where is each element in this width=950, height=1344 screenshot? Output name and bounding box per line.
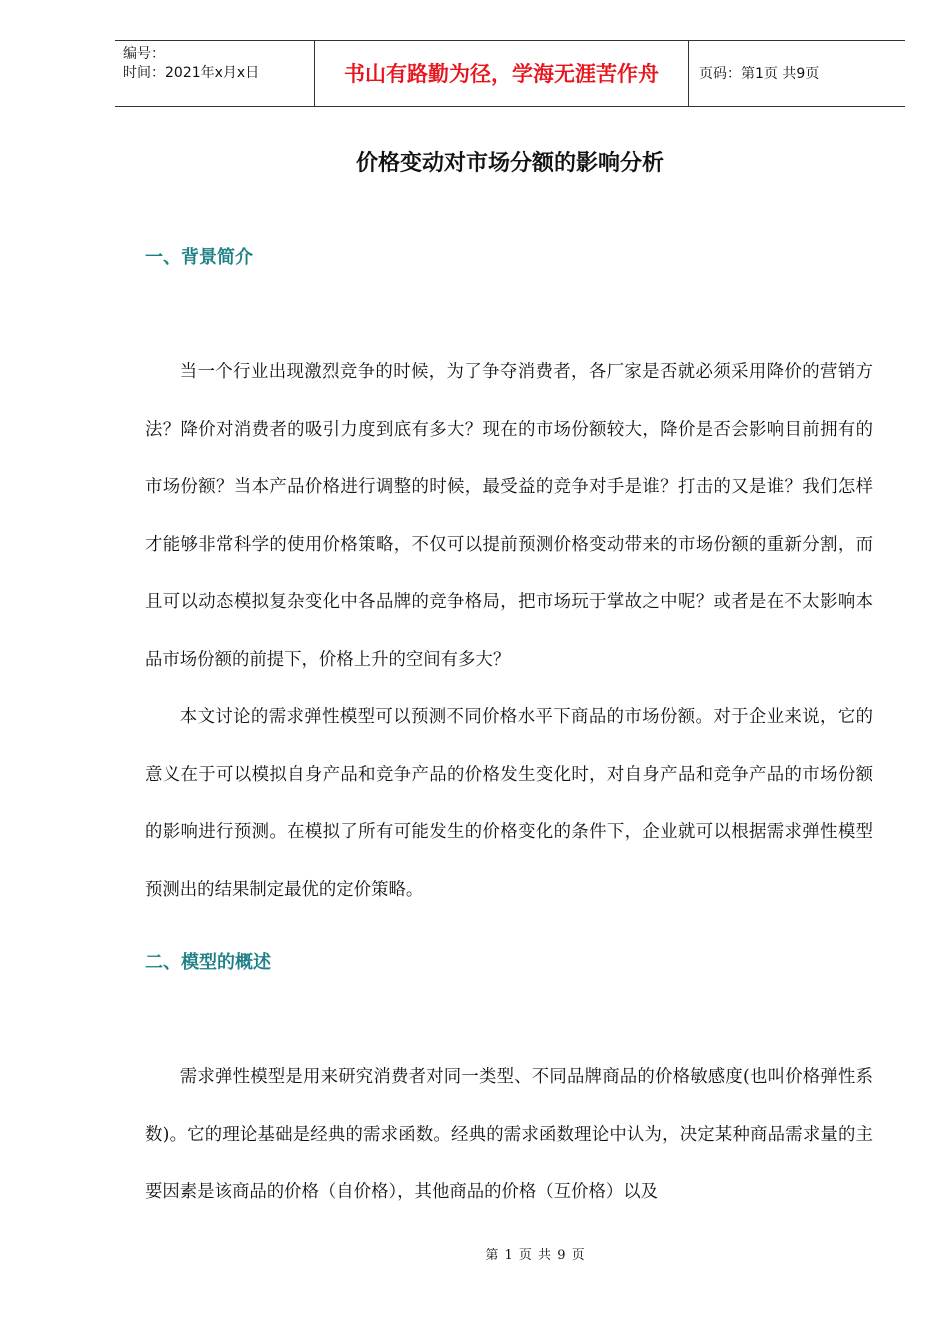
page-footer: 第 1 页 共 9 页 bbox=[485, 1248, 585, 1263]
header-meta-cell bbox=[115, 41, 315, 107]
section-heading-model-overview: 二、模型的概述 bbox=[145, 952, 271, 973]
document-title: 价格变动对市场分额的影响分析 bbox=[355, 151, 664, 176]
paragraph-model-overview-1: 需求弹性模型是用来研究消费者对同一类型、不同品牌商品的价格敏感度(也叫价格弹性系数)。它的理论基础是经典的需求函数。经典的需求函数理论中认为，决定某种商品需求量的主要因素是该商品的价格（自价格），其他商品的价格（互价格）以及 bbox=[145, 1067, 873, 1202]
header-page-info: 页码：第1页 共9页 bbox=[699, 66, 820, 82]
paragraph-background-2: 本文讨论的需求弹性模型可以预测不同价格水平下商品的市场份额。对于企业来说，它的意义在于可以模拟自身产品和竞争产品的价格发生变化时，对自身产品和竞争产品的市场份额的影响进行预测。在模拟了所有可能发生的价格变化的条件下，企业就可以根据需求弹性模型预测出的结果制定最优的定价策略。 bbox=[145, 707, 873, 900]
section-heading-background: 一、背景简介 bbox=[145, 247, 253, 268]
page-header-table bbox=[115, 40, 905, 107]
header-motto: 书山有路勤为径，学海无涯苦作舟 bbox=[315, 41, 689, 107]
code-label: 编号： bbox=[123, 46, 165, 62]
time-label: 时间：2021年x月x日 bbox=[123, 65, 260, 81]
paragraph-background-1: 当一个行业出现激烈竞争的时候，为了争夺消费者，各厂家是否就必须采用降价的营销方法？降价对消费者的吸引力度到底有多大？现在的市场份额较大，降价是否会影响目前拥有的市场份额？当本产品价格进行调整的时候，最受益的竞争对手是谁？打击的又是谁？我们怎样才能够非常科学的使用价格策略，不仅可以提前预测价格变动带来的市场份额的重新分割，而且可以动态模拟复杂变化中各品牌的竞争格局，把市场玩于掌故之中呢？或者是在不太影响本品市场份额的前提下，价格上升的空间有多大？ bbox=[145, 362, 873, 670]
